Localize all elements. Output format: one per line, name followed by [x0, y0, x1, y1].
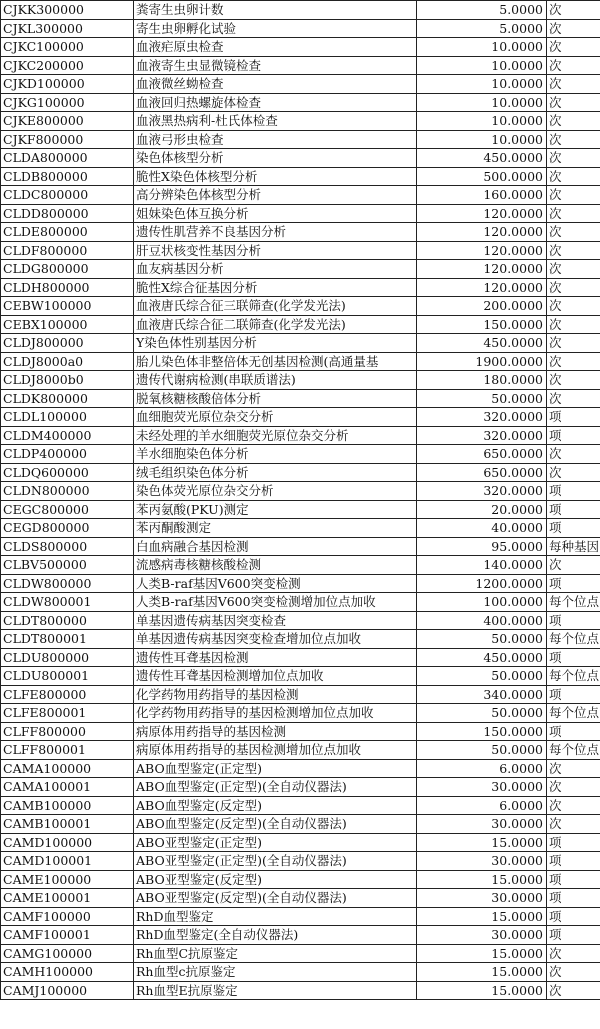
price-cell: 50.0000	[417, 389, 547, 408]
unit-cell: 次	[547, 260, 600, 279]
unit-cell: 次	[547, 56, 600, 75]
price-cell: 120.0000	[417, 278, 547, 297]
unit-cell: 项	[547, 611, 600, 630]
unit-cell: 次	[547, 223, 600, 242]
table-row	[1, 408, 600, 427]
unit-cell: 次	[547, 297, 600, 316]
table-row	[1, 648, 600, 667]
unit-cell: 项	[547, 574, 600, 593]
table-row	[1, 463, 600, 482]
code-cell: CLDM400000	[1, 426, 134, 445]
code-cell: CJKE800000	[1, 112, 134, 131]
code-cell: CLDW800001	[1, 593, 134, 612]
unit-cell: 每种基因	[547, 537, 600, 556]
price-cell: 650.0000	[417, 463, 547, 482]
price-cell: 6.0000	[417, 796, 547, 815]
code-cell: CLDU800001	[1, 667, 134, 686]
unit-cell: 次	[547, 1, 600, 20]
code-cell: CLBV500000	[1, 556, 134, 575]
code-cell: CJKC100000	[1, 38, 134, 57]
table-row	[1, 815, 600, 834]
table-row	[1, 223, 600, 242]
unit-cell: 次	[547, 556, 600, 575]
price-cell: 40.0000	[417, 519, 547, 538]
price-cell: 500.0000	[417, 167, 547, 186]
table-row	[1, 500, 600, 519]
name-cell: 病原体用药指导的基因检测增加位点加收	[134, 741, 417, 760]
code-cell: CLDN800000	[1, 482, 134, 501]
code-cell: CEGD800000	[1, 519, 134, 538]
name-cell: 粪寄生虫卵计数	[134, 1, 417, 20]
name-cell: 苯丙酮酸测定	[134, 519, 417, 538]
code-cell: CLDQ600000	[1, 463, 134, 482]
code-cell: CJKC200000	[1, 56, 134, 75]
name-cell: 人类B-raf基因V600突变检测增加位点加收	[134, 593, 417, 612]
unit-cell: 次	[547, 204, 600, 223]
code-cell: CEBX100000	[1, 315, 134, 334]
unit-cell: 次	[547, 112, 600, 131]
name-cell: ABO亚型鉴定(反定型)(全自动仪器法)	[134, 889, 417, 908]
table-row	[1, 204, 600, 223]
table-row	[1, 944, 600, 963]
table-row	[1, 722, 600, 741]
unit-cell: 次	[547, 463, 600, 482]
unit-cell: 项	[547, 722, 600, 741]
unit-cell: 次	[547, 796, 600, 815]
unit-cell: 次	[547, 389, 600, 408]
name-cell: 染色体荧光原位杂交分析	[134, 482, 417, 501]
price-cell: 1200.0000	[417, 574, 547, 593]
price-table-body	[1, 1, 600, 1000]
code-cell: CAMA100001	[1, 778, 134, 797]
table-row	[1, 260, 600, 279]
table-row	[1, 445, 600, 464]
code-cell: CJKG100000	[1, 93, 134, 112]
name-cell: 遗传代谢病检测(串联质谱法)	[134, 371, 417, 390]
code-cell: CLFE800001	[1, 704, 134, 723]
name-cell: ABO亚型鉴定(正定型)(全自动仪器法)	[134, 852, 417, 871]
price-cell: 650.0000	[417, 445, 547, 464]
price-cell: 120.0000	[417, 241, 547, 260]
code-cell: CEGC800000	[1, 500, 134, 519]
code-cell: CJKK300000	[1, 1, 134, 20]
name-cell: 血液回归热螺旋体检查	[134, 93, 417, 112]
table-row	[1, 556, 600, 575]
table-row	[1, 907, 600, 926]
table-row	[1, 75, 600, 94]
price-cell: 1900.0000	[417, 352, 547, 371]
unit-cell: 次	[547, 19, 600, 38]
table-row	[1, 889, 600, 908]
table-row	[1, 630, 600, 649]
price-cell: 15.0000	[417, 981, 547, 1000]
code-cell: CLFF800001	[1, 741, 134, 760]
unit-cell: 次	[547, 149, 600, 168]
name-cell: 化学药物用药指导的基因检测增加位点加收	[134, 704, 417, 723]
unit-cell: 次	[547, 186, 600, 205]
unit-cell: 每个位点	[547, 741, 600, 760]
code-cell: CAMB100000	[1, 796, 134, 815]
code-cell: CAMJ100000	[1, 981, 134, 1000]
price-cell: 10.0000	[417, 56, 547, 75]
table-row	[1, 278, 600, 297]
price-cell: 100.0000	[417, 593, 547, 612]
name-cell: 化学药物用药指导的基因检测	[134, 685, 417, 704]
name-cell: 血液微丝蚴检查	[134, 75, 417, 94]
price-cell: 320.0000	[417, 482, 547, 501]
table-row	[1, 593, 600, 612]
unit-cell: 次	[547, 352, 600, 371]
table-row	[1, 685, 600, 704]
code-cell: CAME100001	[1, 889, 134, 908]
code-cell: CJKF800000	[1, 130, 134, 149]
price-cell: 450.0000	[417, 648, 547, 667]
price-cell: 30.0000	[417, 926, 547, 945]
price-cell: 50.0000	[417, 667, 547, 686]
name-cell: 单基因遗传病基因突变检查	[134, 611, 417, 630]
code-cell: CLDG800000	[1, 260, 134, 279]
table-row	[1, 93, 600, 112]
code-cell: CLFE800000	[1, 685, 134, 704]
unit-cell: 每个位点	[547, 667, 600, 686]
unit-cell: 项	[547, 833, 600, 852]
name-cell: 苯丙氨酸(PKU)测定	[134, 500, 417, 519]
unit-cell: 项	[547, 889, 600, 908]
unit-cell: 项	[547, 870, 600, 889]
name-cell: ABO血型鉴定(正定型)(全自动仪器法)	[134, 778, 417, 797]
unit-cell: 每个位点	[547, 630, 600, 649]
unit-cell: 次	[547, 167, 600, 186]
name-cell: ABO亚型鉴定(正定型)	[134, 833, 417, 852]
code-cell: CLDJ800000	[1, 334, 134, 353]
price-cell: 15.0000	[417, 963, 547, 982]
unit-cell: 项	[547, 408, 600, 427]
name-cell: ABO血型鉴定(反定型)	[134, 796, 417, 815]
name-cell: Rh血型c抗原鉴定	[134, 963, 417, 982]
name-cell: 遗传性耳聋基因检测增加位点加收	[134, 667, 417, 686]
unit-cell: 项	[547, 426, 600, 445]
code-cell: CLDK800000	[1, 389, 134, 408]
code-cell: CLDJ8000a0	[1, 352, 134, 371]
name-cell: 高分辨染色体核型分析	[134, 186, 417, 205]
name-cell: 染色体核型分析	[134, 149, 417, 168]
table-row	[1, 759, 600, 778]
price-cell: 180.0000	[417, 371, 547, 390]
price-cell: 30.0000	[417, 778, 547, 797]
price-cell: 10.0000	[417, 38, 547, 57]
table-row	[1, 38, 600, 57]
code-cell: CAME100000	[1, 870, 134, 889]
name-cell: 血液唐氏综合征二联筛查(化学发光法)	[134, 315, 417, 334]
table-row	[1, 981, 600, 1000]
table-row	[1, 167, 600, 186]
name-cell: 姐妹染色体互换分析	[134, 204, 417, 223]
code-cell: CAMD100001	[1, 852, 134, 871]
code-cell: CLDH800000	[1, 278, 134, 297]
code-cell: CLDL100000	[1, 408, 134, 427]
unit-cell: 次	[547, 778, 600, 797]
price-cell: 10.0000	[417, 130, 547, 149]
name-cell: ABO亚型鉴定(反定型)	[134, 870, 417, 889]
name-cell: 流感病毒核糖核酸检测	[134, 556, 417, 575]
code-cell: CLDP400000	[1, 445, 134, 464]
table-row	[1, 870, 600, 889]
price-cell: 120.0000	[417, 223, 547, 242]
table-row	[1, 371, 600, 390]
name-cell: 遗传性耳聋基因检测	[134, 648, 417, 667]
name-cell: 未经处理的羊水细胞荧光原位杂交分析	[134, 426, 417, 445]
price-cell: 6.0000	[417, 759, 547, 778]
name-cell: Y染色体性别基因分析	[134, 334, 417, 353]
code-cell: CLDT800000	[1, 611, 134, 630]
price-cell: 10.0000	[417, 75, 547, 94]
code-cell: CJKL300000	[1, 19, 134, 38]
price-cell: 10.0000	[417, 112, 547, 131]
price-cell: 200.0000	[417, 297, 547, 316]
unit-cell: 次	[547, 445, 600, 464]
code-cell: CAMG100000	[1, 944, 134, 963]
unit-cell: 次	[547, 815, 600, 834]
code-cell: CLDJ8000b0	[1, 371, 134, 390]
table-row	[1, 56, 600, 75]
table-row	[1, 334, 600, 353]
unit-cell: 次	[547, 93, 600, 112]
code-cell: CLDD800000	[1, 204, 134, 223]
table-row	[1, 778, 600, 797]
table-row	[1, 926, 600, 945]
code-cell: CAMH100000	[1, 963, 134, 982]
code-cell: CLDC800000	[1, 186, 134, 205]
unit-cell: 次	[547, 38, 600, 57]
unit-cell: 项	[547, 519, 600, 538]
price-cell: 30.0000	[417, 815, 547, 834]
price-cell: 140.0000	[417, 556, 547, 575]
price-cell: 15.0000	[417, 944, 547, 963]
name-cell: 脆性X染色体核型分析	[134, 167, 417, 186]
name-cell: 肝豆状核变性基因分析	[134, 241, 417, 260]
code-cell: CAMA100000	[1, 759, 134, 778]
price-cell: 50.0000	[417, 741, 547, 760]
unit-cell: 次	[547, 315, 600, 334]
unit-cell: 项	[547, 482, 600, 501]
unit-cell: 次	[547, 371, 600, 390]
price-cell: 50.0000	[417, 704, 547, 723]
table-row	[1, 389, 600, 408]
unit-cell: 项	[547, 685, 600, 704]
code-cell: CLDA800000	[1, 149, 134, 168]
price-cell: 400.0000	[417, 611, 547, 630]
price-cell: 320.0000	[417, 426, 547, 445]
name-cell: 寄生虫卵孵化试验	[134, 19, 417, 38]
price-cell: 150.0000	[417, 722, 547, 741]
name-cell: 人类B-raf基因V600突变检测	[134, 574, 417, 593]
name-cell: RhD血型鉴定(全自动仪器法)	[134, 926, 417, 945]
code-cell: CLDB800000	[1, 167, 134, 186]
name-cell: 病原体用药指导的基因检测	[134, 722, 417, 741]
table-row	[1, 426, 600, 445]
name-cell: ABO血型鉴定(反定型)(全自动仪器法)	[134, 815, 417, 834]
table-row	[1, 1, 600, 20]
code-cell: CAMB100001	[1, 815, 134, 834]
table-row	[1, 241, 600, 260]
table-row	[1, 19, 600, 38]
unit-cell: 项	[547, 852, 600, 871]
table-row	[1, 130, 600, 149]
price-cell: 50.0000	[417, 630, 547, 649]
code-cell: CLDW800000	[1, 574, 134, 593]
price-cell: 120.0000	[417, 204, 547, 223]
price-cell: 15.0000	[417, 907, 547, 926]
code-cell: CLDE800000	[1, 223, 134, 242]
name-cell: 血液疟原虫检查	[134, 38, 417, 57]
unit-cell: 次	[547, 241, 600, 260]
code-cell: CAMF100001	[1, 926, 134, 945]
price-cell: 95.0000	[417, 537, 547, 556]
name-cell: RhD血型鉴定	[134, 907, 417, 926]
unit-cell: 次	[547, 981, 600, 1000]
unit-cell: 次	[547, 759, 600, 778]
price-cell: 5.0000	[417, 19, 547, 38]
code-cell: CLFF800000	[1, 722, 134, 741]
table-row	[1, 519, 600, 538]
table-row	[1, 112, 600, 131]
name-cell: Rh血型C抗原鉴定	[134, 944, 417, 963]
name-cell: 血细胞荧光原位杂交分析	[134, 408, 417, 427]
code-cell: CJKD100000	[1, 75, 134, 94]
price-cell: 320.0000	[417, 408, 547, 427]
name-cell: 单基因遗传病基因突变检查增加位点加收	[134, 630, 417, 649]
unit-cell: 项	[547, 907, 600, 926]
name-cell: 遗传性肌营养不良基因分析	[134, 223, 417, 242]
unit-cell: 次	[547, 963, 600, 982]
price-cell: 20.0000	[417, 500, 547, 519]
price-cell: 15.0000	[417, 870, 547, 889]
table-row	[1, 482, 600, 501]
code-cell: CLDF800000	[1, 241, 134, 260]
name-cell: 胎儿染色体非整倍体无创基因检测(高通量基	[134, 352, 417, 371]
name-cell: 脆性X综合征基因分析	[134, 278, 417, 297]
price-cell: 150.0000	[417, 315, 547, 334]
name-cell: 血液弓形虫检查	[134, 130, 417, 149]
price-cell: 5.0000	[417, 1, 547, 20]
price-cell: 450.0000	[417, 334, 547, 353]
table-row	[1, 537, 600, 556]
table-row	[1, 667, 600, 686]
unit-cell: 次	[547, 75, 600, 94]
unit-cell: 每个位点	[547, 704, 600, 723]
table-row	[1, 796, 600, 815]
table-row	[1, 352, 600, 371]
table-row	[1, 852, 600, 871]
code-cell: CLDT800001	[1, 630, 134, 649]
price-cell: 450.0000	[417, 149, 547, 168]
name-cell: 血友病基因分析	[134, 260, 417, 279]
name-cell: 血液黑热病利-杜氏体检查	[134, 112, 417, 131]
code-cell: CEBW100000	[1, 297, 134, 316]
unit-cell: 项	[547, 648, 600, 667]
unit-cell: 每个位点	[547, 593, 600, 612]
name-cell: 血液寄生虫显微镜检查	[134, 56, 417, 75]
price-cell: 340.0000	[417, 685, 547, 704]
unit-cell: 项	[547, 500, 600, 519]
table-row	[1, 963, 600, 982]
table-row	[1, 833, 600, 852]
name-cell: 白血病融合基因检测	[134, 537, 417, 556]
table-row	[1, 149, 600, 168]
price-cell: 120.0000	[417, 260, 547, 279]
table-row	[1, 611, 600, 630]
price-cell: 30.0000	[417, 852, 547, 871]
name-cell: 血液唐氏综合征三联筛查(化学发光法)	[134, 297, 417, 316]
code-cell: CLDS800000	[1, 537, 134, 556]
unit-cell: 次	[547, 944, 600, 963]
unit-cell: 次	[547, 278, 600, 297]
price-cell: 30.0000	[417, 889, 547, 908]
table-row	[1, 704, 600, 723]
name-cell: ABO血型鉴定(正定型)	[134, 759, 417, 778]
code-cell: CAMF100000	[1, 907, 134, 926]
price-cell: 10.0000	[417, 93, 547, 112]
price-cell: 160.0000	[417, 186, 547, 205]
table-row	[1, 741, 600, 760]
code-cell: CAMD100000	[1, 833, 134, 852]
code-cell: CLDU800000	[1, 648, 134, 667]
table-row	[1, 574, 600, 593]
table-row	[1, 315, 600, 334]
name-cell: 绒毛组织染色体分析	[134, 463, 417, 482]
price-cell: 15.0000	[417, 833, 547, 852]
table-row	[1, 297, 600, 316]
unit-cell: 次	[547, 334, 600, 353]
name-cell: 羊水细胞染色体分析	[134, 445, 417, 464]
unit-cell: 次	[547, 130, 600, 149]
table-row	[1, 186, 600, 205]
name-cell: Rh血型E抗原鉴定	[134, 981, 417, 1000]
unit-cell: 项	[547, 926, 600, 945]
name-cell: 脱氧核糖核酸倍体分析	[134, 389, 417, 408]
